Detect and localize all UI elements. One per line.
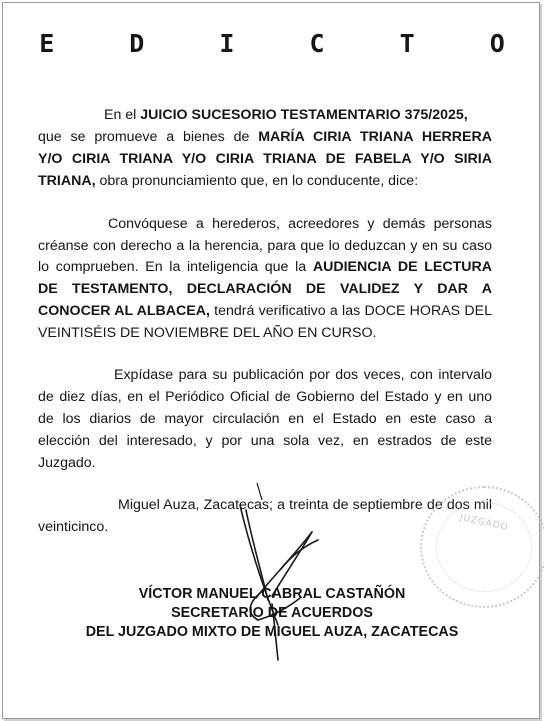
- document-title: E D I C T O: [39, 29, 535, 58]
- case-number: JUICIO SUCESORIO TESTAMENTARIO 375/2025,: [140, 107, 468, 123]
- p3-line-2: de diez días, en el Periódico Oficial de Gobierno del Estado y en uno: [38, 389, 492, 405]
- p2-line-1: Convóquese a herederos, acreedores y demás personas: [108, 216, 492, 232]
- deceased-name: MARÍA CIRIA TRIANA HERRERA: [258, 129, 492, 145]
- hearing-title-end: CONOCER AL ALBACEA,: [38, 303, 210, 319]
- p1-text: En el: [104, 107, 141, 123]
- signer-role: SECRETARIO DE ACUERDOS: [171, 605, 373, 621]
- p2-text: tendrá verificativo a las DOCE HORAS DEL: [209, 303, 492, 319]
- place-date-line-2: veinticinco.: [38, 519, 109, 535]
- p1-text: obra pronunciamiento que, en lo conducente, dice:: [95, 173, 419, 189]
- court-seal-text: JUZGADO: [458, 512, 510, 534]
- signer-court: DEL JUZGADO MIXTO DE MIGUEL AUZA, ZACATECAS: [85, 624, 459, 640]
- p1-text: que se promueve a bienes de: [38, 129, 259, 145]
- p1-line-4: [38, 172, 418, 190]
- signer-name: VÍCTOR MANUEL CABRAL CASTAÑÓN: [138, 586, 406, 602]
- p1-line-3: Y/O CIRIA TRIANA Y/O CIRIA TRIANA DE FABELA Y/O SIRIA: [38, 151, 492, 167]
- p2-line-5: [38, 302, 492, 320]
- p1-line-2: [38, 128, 492, 146]
- p2-line-2: créanse con derecho a la herencia, para que lo deduzcan y en su caso: [38, 238, 492, 254]
- p3-line-3: de los diarios de mayor circulación en el Estado en este caso a: [38, 411, 492, 427]
- deceased-name-end: TRIANA,: [38, 173, 96, 189]
- hearing-title: AUDIENCIA DE LECTURA: [312, 259, 492, 275]
- p3-line-5: Juzgado.: [38, 455, 96, 471]
- p3-line-4: elección del interesado, y por una sola vez, en estrados de este: [38, 433, 492, 449]
- place-date-line-1: Miguel Auza, Zacatecas; a treinta de septiembre de dos mil: [118, 497, 492, 513]
- p2-text: lo comprueben. En la inteligencia que la: [38, 259, 313, 275]
- p2-line-4: DE TESTAMENTO, DECLARACIÓN DE VALIDEZ Y DAR A: [38, 281, 492, 297]
- p3-line-1: Expídase para su publicación por dos veces, con intervalo: [114, 367, 492, 383]
- p2-line-3: [38, 258, 492, 276]
- p2-line-6: VEINTISÉIS DE NOVIEMBRE DEL AÑO EN CURSO.: [38, 325, 377, 341]
- p1-line-1: [104, 106, 468, 124]
